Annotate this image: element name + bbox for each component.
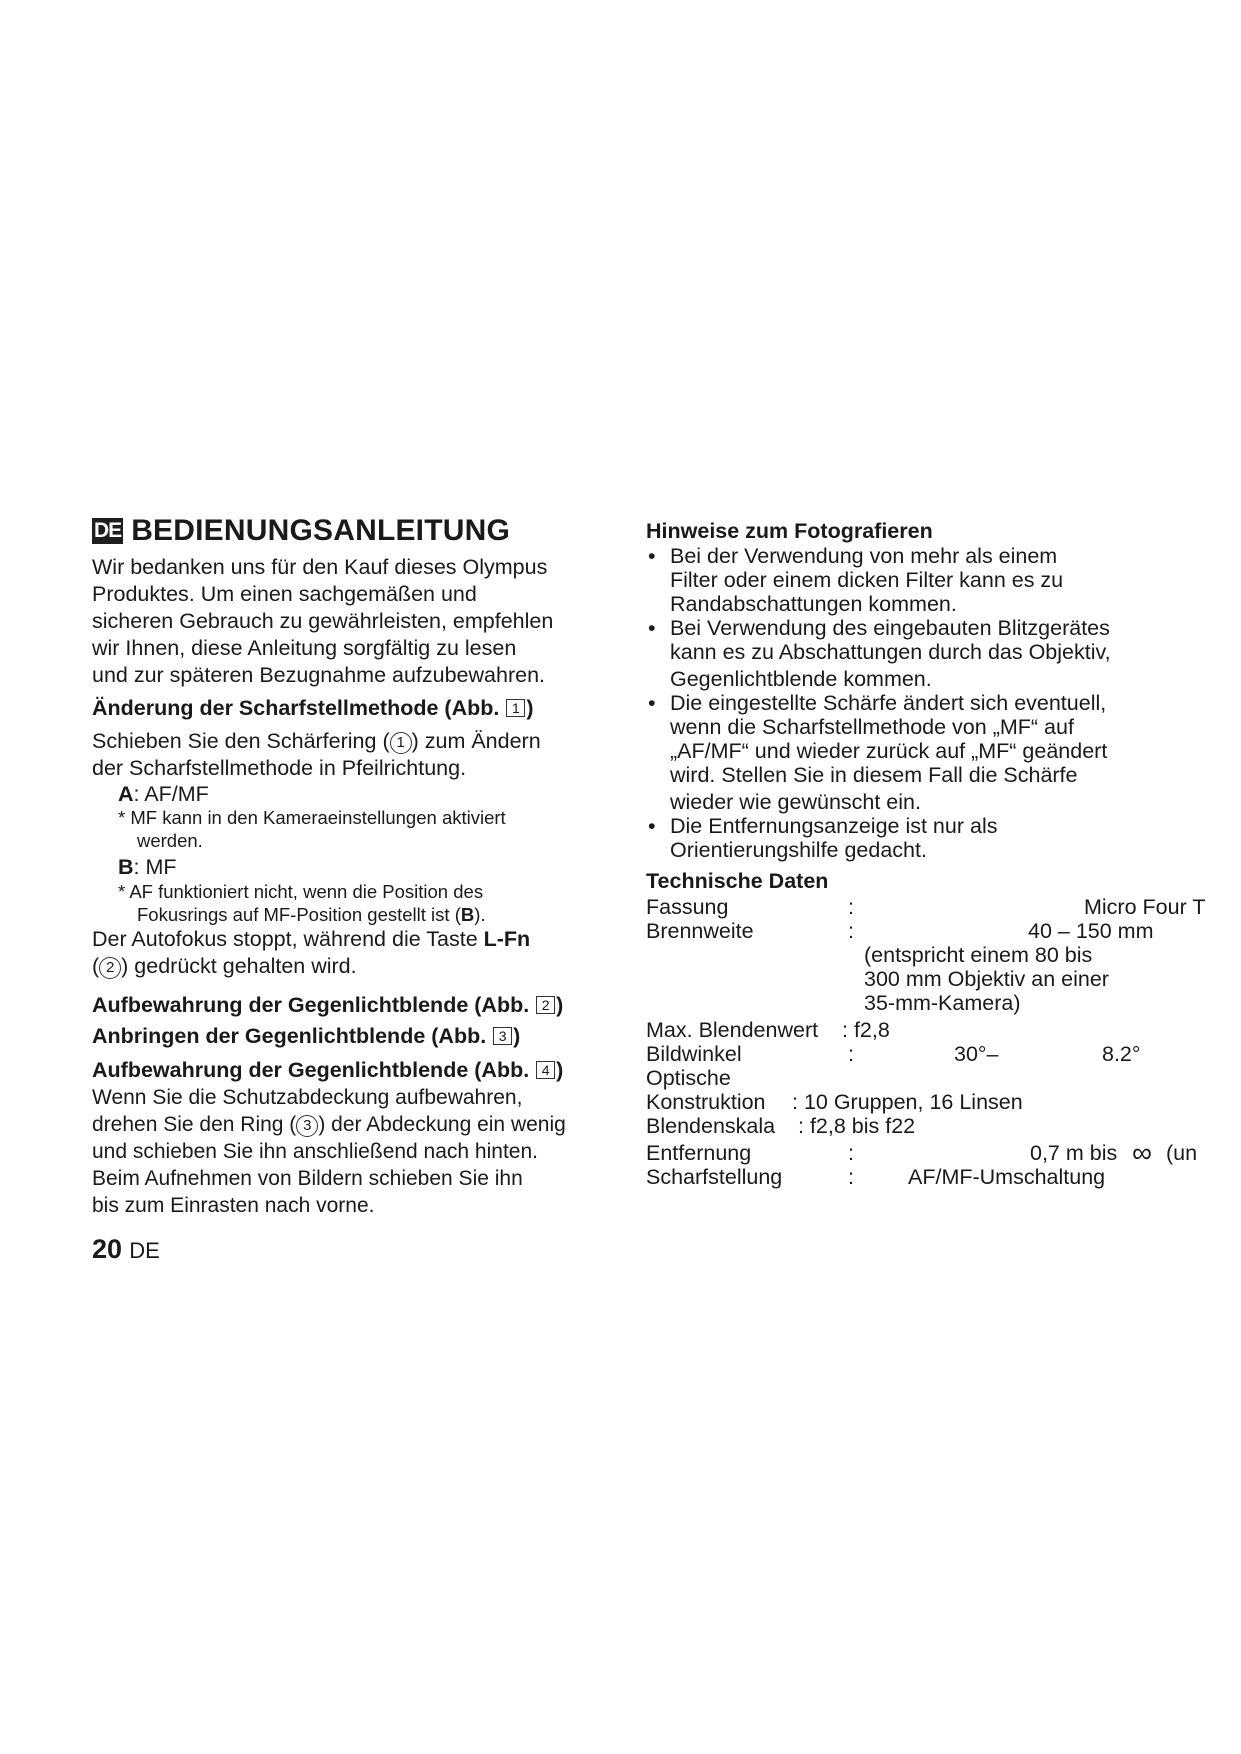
list-item xyxy=(646,814,1206,862)
bullet-line: Bei der Verwendung von mehr als einem xyxy=(670,544,1058,568)
list-item xyxy=(646,691,1206,814)
heading-close: ) xyxy=(526,696,534,720)
spec-colon: : xyxy=(848,1141,854,1165)
page-number xyxy=(92,1234,160,1265)
spec-value: 40 – 150 mm xyxy=(1028,919,1154,943)
bullet-text xyxy=(670,544,1063,616)
language-badge: DE xyxy=(94,519,122,542)
spec-row-fassung xyxy=(646,895,1206,919)
section2-heading xyxy=(92,990,612,1020)
spec-value: : f2,8 xyxy=(842,1018,890,1042)
body-line xyxy=(92,953,612,980)
autofocus-note xyxy=(92,926,612,980)
text: ) der Abdeckung ein wenig xyxy=(318,1113,566,1136)
note-line: * MF kann in den Kameraeinstellungen aktiviert xyxy=(118,807,506,828)
spec-value: (un xyxy=(1166,1141,1198,1165)
figure-number: 4 xyxy=(536,1061,555,1079)
intro-paragraph xyxy=(92,554,612,689)
text: B xyxy=(460,904,475,925)
heading-close: ) xyxy=(556,993,564,1017)
spec-colon: : xyxy=(848,919,854,943)
hints-heading: Hinweise zum Fotografieren xyxy=(646,519,933,543)
spec-value: 300 mm Objektiv an einer xyxy=(864,967,1109,991)
heading-text: Änderung der Scharfstellmethode (Abb. xyxy=(92,696,500,720)
option-b-note xyxy=(92,880,612,926)
list-item xyxy=(646,544,1206,616)
left-column xyxy=(92,514,612,1219)
body-line: Beim Aufnehmen von Bildern schieben Sie ihn xyxy=(92,1167,523,1190)
section1-body xyxy=(92,728,612,782)
body-line: Wenn Sie die Schutzabdeckung aufbewahren, xyxy=(92,1086,523,1109)
body-line xyxy=(92,926,612,953)
section4-body xyxy=(92,1084,612,1219)
body-line: bis zum Einrasten nach vorne. xyxy=(92,1194,375,1217)
spec-label: Fassung xyxy=(646,895,729,919)
spec-label: Brennweite xyxy=(646,919,754,943)
spec-value: 30°– xyxy=(954,1042,999,1066)
figure-number: 3 xyxy=(493,1027,512,1045)
bullet-text xyxy=(670,691,1107,814)
spec-label: Blendenskala xyxy=(646,1114,776,1138)
option-b xyxy=(92,854,612,880)
text: Der Autofokus stoppt, während die Taste xyxy=(92,927,484,951)
text: ) gedrückt gehalten wird. xyxy=(121,954,357,978)
spec-value: : 10 Gruppen, 16 Linsen xyxy=(792,1090,1023,1114)
intro-line: und zur späteren Bezugnahme aufzubewahren. xyxy=(92,663,546,687)
bullet-line: „AF/MF“ und wieder zurück auf „MF“ geändert xyxy=(670,739,1108,763)
bullet-glyph: • xyxy=(648,616,656,640)
section1-heading xyxy=(92,695,612,722)
spec-row-brennweite-extra xyxy=(646,967,1206,991)
heading-text: Anbringen der Gegenlichtblende (Abb. xyxy=(92,1024,487,1048)
heading-text: Aufbewahrung der Gegenlichtblende (Abb. xyxy=(92,1058,530,1082)
figure-number: 2 xyxy=(536,996,555,1014)
spec-row-blendenskala xyxy=(646,1114,1206,1138)
spec-label: Entfernung xyxy=(646,1141,752,1165)
infinity-symbol: ∞ xyxy=(1132,1137,1152,1168)
section3-heading xyxy=(92,1020,612,1052)
spec-row-scharfstellung xyxy=(646,1165,1206,1189)
spec-label: Konstruktion xyxy=(646,1090,766,1114)
spec-value: AF/MF-Umschaltung xyxy=(908,1165,1106,1189)
bullet-line: Bei Verwendung des eingebauten Blitzgerätes xyxy=(670,616,1110,640)
bullet-line: wieder wie gewünscht ein. xyxy=(670,790,921,814)
spec-value: 8.2° xyxy=(1102,1042,1141,1066)
text: ). xyxy=(474,904,486,925)
bullet-text xyxy=(670,814,997,862)
spec-colon: : xyxy=(848,895,854,919)
circled-number: 1 xyxy=(390,732,412,754)
intro-line: Wir bedanken uns für den Kauf dieses Olympus xyxy=(92,555,548,579)
body-line xyxy=(92,1111,612,1138)
spec-row-entfernung xyxy=(646,1137,1206,1168)
bullet-line: Die Entfernungsanzeige ist nur als xyxy=(670,814,998,838)
page-edge-mask xyxy=(1206,880,1241,1200)
spec-row-konstruktion xyxy=(646,1090,1206,1114)
page-language: DE xyxy=(129,1238,160,1263)
list-item xyxy=(646,616,1206,691)
text: Fokusrings auf MF-Position gestellt ist ( xyxy=(137,904,461,925)
option-label: A xyxy=(118,782,134,806)
spec-heading: Technische Daten xyxy=(646,869,829,893)
text: ( xyxy=(92,954,100,978)
option-a xyxy=(92,782,612,806)
section4-heading xyxy=(92,1056,612,1084)
spec-label: Max. Blendenwert xyxy=(646,1018,819,1042)
circled-number: 3 xyxy=(296,1115,318,1137)
body-line: der Scharfstellmethode in Pfeilrichtung. xyxy=(92,756,467,780)
spec-row-brennweite-extra xyxy=(646,991,1206,1015)
body-line xyxy=(92,728,612,755)
bullet-text xyxy=(670,616,1111,691)
heading-text: Aufbewahrung der Gegenlichtblende (Abb. xyxy=(92,993,530,1017)
bullet-glyph: • xyxy=(648,691,656,715)
spec-value: 0,7 m bis xyxy=(1030,1141,1118,1165)
bullet-line: Filter oder einem dicken Filter kann es zu xyxy=(670,568,1064,592)
note-line: werden. xyxy=(137,830,203,851)
bullet-line: wird. Stellen Sie in diesem Fall die Schärfe xyxy=(670,763,1078,787)
spec-value: 35-mm-Kamera) xyxy=(864,991,1021,1015)
text: Schieben Sie den Schärfering ( xyxy=(92,729,390,753)
bullet-line: Gegenlichtblende kommen. xyxy=(670,667,932,691)
heading-close: ) xyxy=(556,1058,564,1082)
spec-row-bildwinkel xyxy=(646,1042,1206,1066)
spec-label: Optische xyxy=(646,1066,731,1090)
spec-colon: : xyxy=(848,1165,854,1189)
bullet-glyph: • xyxy=(648,814,656,838)
intro-line: wir Ihnen, diese Anleitung sorgfältig zu lesen xyxy=(92,636,517,660)
intro-line: sicheren Gebrauch zu gewährleisten, empfehlen xyxy=(92,609,554,633)
spec-row-brennweite xyxy=(646,919,1206,943)
bullet-line: kann es zu Abschattungen durch das Objektiv, xyxy=(670,640,1111,664)
spec-value: (entspricht einem 80 bis xyxy=(864,943,1093,967)
bullet-line: Orientierungshilfe gedacht. xyxy=(670,838,927,862)
spec-value: Micro Four T xyxy=(1084,895,1206,919)
spec-row-blende xyxy=(646,1018,1206,1042)
option-label: B xyxy=(118,855,134,879)
spec-value: : f2,8 bis f22 xyxy=(798,1114,916,1138)
body-line: und schieben Sie ihn anschließend nach hinten. xyxy=(92,1140,538,1163)
figure-number: 1 xyxy=(506,699,525,717)
title-row xyxy=(92,514,612,548)
bullet-line: wenn die Scharfstellmethode von „MF“ auf xyxy=(670,715,1074,739)
text: drehen Sie den Ring ( xyxy=(92,1113,297,1136)
right-column xyxy=(646,518,1206,1189)
bullet-line: Randabschattungen kommen. xyxy=(670,592,957,616)
page-number-value: 20 xyxy=(92,1234,123,1264)
text: ) zum Ändern xyxy=(411,729,541,753)
spec-row-optische xyxy=(646,1066,1206,1090)
intro-line: Produktes. Um einen sachgemäßen und xyxy=(92,582,477,606)
heading-close: ) xyxy=(513,1024,521,1048)
option-text: : MF xyxy=(133,855,177,879)
spec-row-brennweite-extra xyxy=(646,943,1206,967)
circled-number: 2 xyxy=(99,957,121,979)
bullet-line: Die eingestellte Schärfe ändert sich eventuell, xyxy=(670,691,1107,715)
spec-label: Scharfstellung xyxy=(646,1165,783,1189)
option-a-note xyxy=(92,806,612,852)
spec-colon: : xyxy=(848,1042,854,1066)
page-title: BEDIENUNGSANLEITUNG xyxy=(131,514,511,547)
option-text: : AF/MF xyxy=(133,782,209,806)
bullet-glyph: • xyxy=(648,544,656,568)
key-label: L-Fn xyxy=(483,927,531,951)
note-line xyxy=(118,903,612,926)
spec-label: Bildwinkel xyxy=(646,1042,742,1066)
note-line: * AF funktioniert nicht, wenn die Position des xyxy=(118,881,484,902)
